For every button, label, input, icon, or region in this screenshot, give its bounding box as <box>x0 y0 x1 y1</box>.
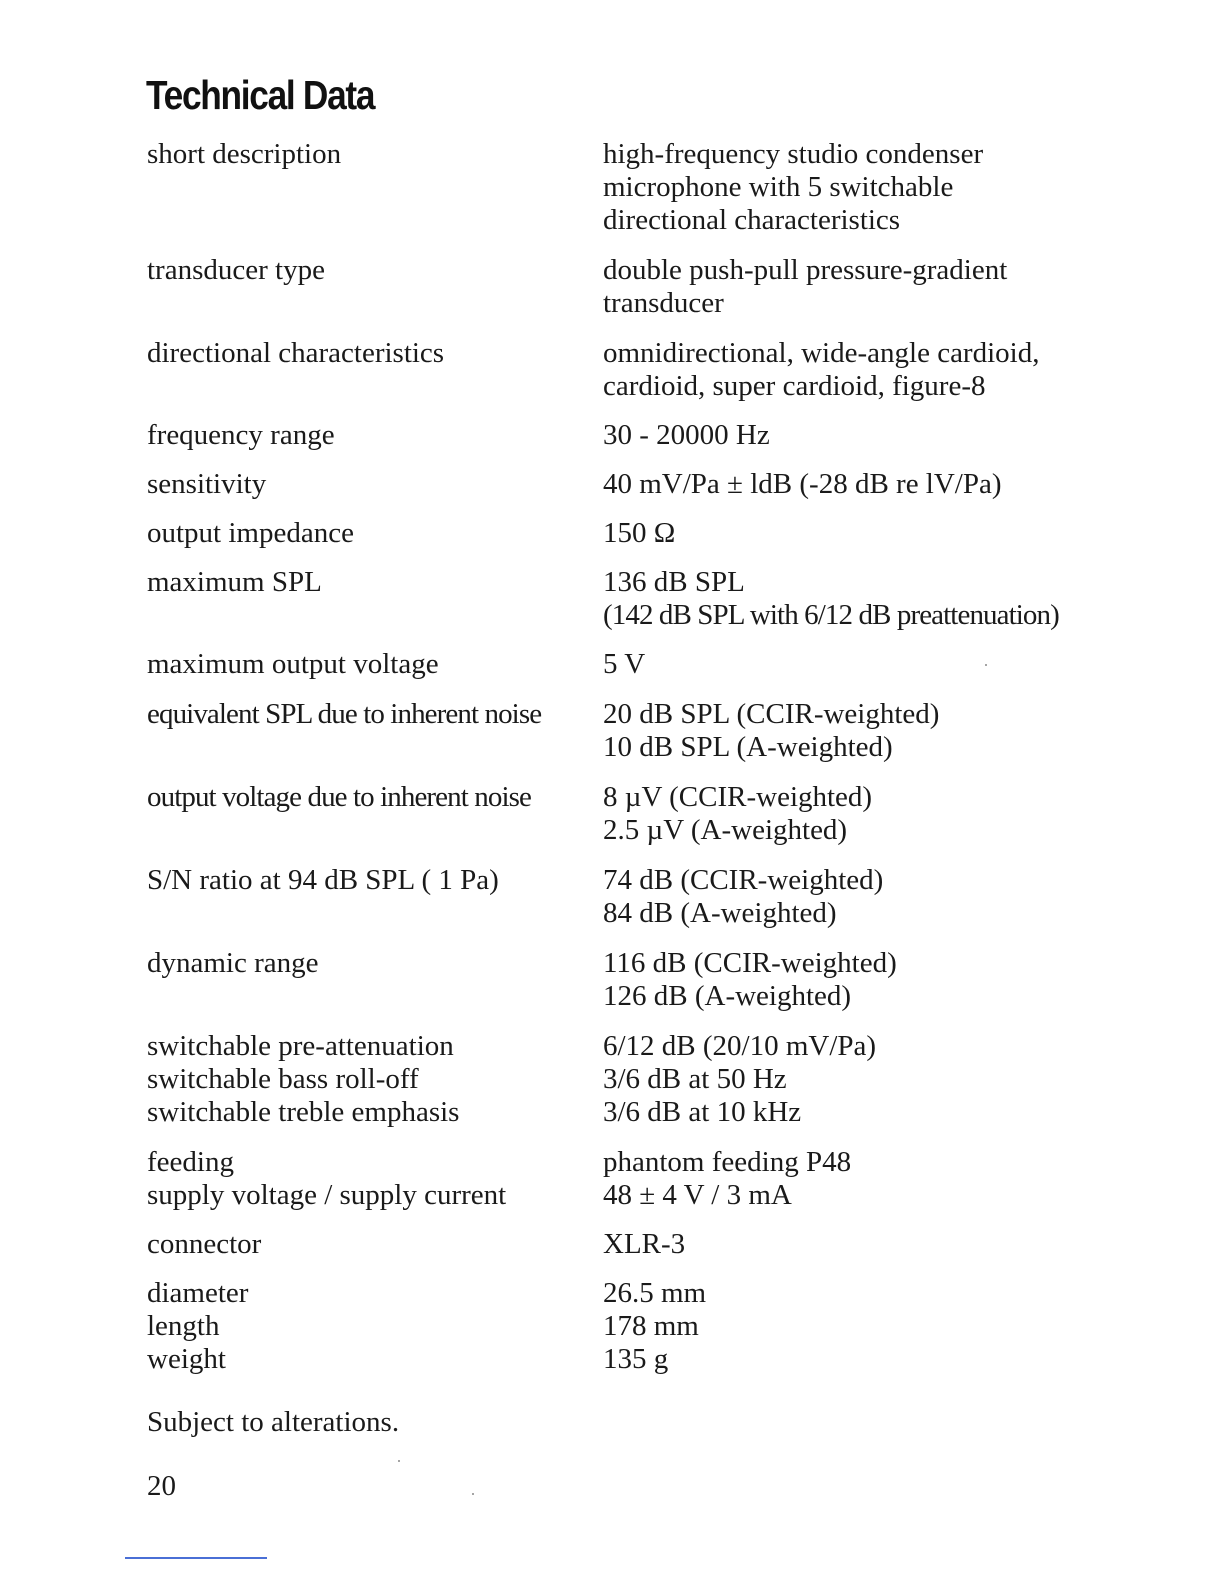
spec-row-output-impedance <box>147 517 1107 550</box>
spec-label-line: output impedance <box>147 517 354 549</box>
spec-value-line: 30 - 20000 Hz <box>603 419 770 451</box>
spec-value <box>603 468 1107 501</box>
spec-value <box>603 1030 1107 1129</box>
spec-row-dimensions <box>147 1277 1107 1376</box>
spec-value-line: 136 dB SPL <box>603 566 745 598</box>
spec-label <box>147 1030 603 1129</box>
spec-label-line: S/N ratio at 94 dB SPL ( 1 Pa) <box>147 864 499 896</box>
spec-label-line: connector <box>147 1228 262 1260</box>
spec-value-line: XLR-3 <box>603 1228 686 1260</box>
spec-label-line: feeding <box>147 1146 234 1178</box>
spec-value-line: 126 dB (A-weighted) <box>603 980 852 1012</box>
spec-value-line: double push-pull pressure-gradient <box>603 254 1008 286</box>
footnote: Subject to alterations. <box>147 1406 400 1438</box>
page-title: Technical Data <box>146 72 375 118</box>
spec-row-connector <box>147 1228 1107 1261</box>
spec-value-line: 26.5 mm <box>603 1277 707 1309</box>
spec-label-line: output voltage due to inherent noise <box>147 781 531 813</box>
spec-value-line: 8 µV (CCIR-weighted) <box>603 781 873 813</box>
spec-row-transducer-type <box>147 254 1107 320</box>
page-number: 20 <box>147 1470 176 1502</box>
spec-value-line: 84 dB (A-weighted) <box>603 897 837 929</box>
spec-value <box>603 566 1107 632</box>
spec-row-output-voltage-noise <box>147 781 1107 847</box>
scan-edge-mark <box>125 1557 267 1559</box>
spec-label <box>147 648 603 681</box>
spec-label <box>147 781 603 847</box>
scan-speck <box>472 1493 474 1495</box>
spec-label-line: length <box>147 1310 220 1342</box>
spec-label <box>147 1146 603 1212</box>
spec-value-line: high-frequency studio condenser <box>603 138 984 170</box>
spec-value <box>603 864 1107 930</box>
spec-label <box>147 947 603 1013</box>
spec-label-line: switchable pre-attenuation <box>147 1030 454 1062</box>
spec-label <box>147 698 603 764</box>
spec-row-sn-ratio <box>147 864 1107 930</box>
spec-row-dynamic-range <box>147 947 1107 1013</box>
spec-label-line: short description <box>147 138 342 170</box>
spec-value-line: phantom feeding P48 <box>603 1146 852 1178</box>
spec-label <box>147 419 603 452</box>
spec-label-line: weight <box>147 1343 226 1375</box>
spec-row-frequency-range <box>147 419 1107 452</box>
spec-value-line: 3/6 dB at 10 kHz <box>603 1096 802 1128</box>
spec-label-line: switchable bass roll-off <box>147 1063 419 1095</box>
spec-label-line: maximum output voltage <box>147 648 439 680</box>
spec-value-line: 48 ± 4 V / 3 mA <box>603 1179 792 1211</box>
scan-speck <box>985 664 987 666</box>
spec-value <box>603 1228 1107 1261</box>
spec-label-line: maximum SPL <box>147 566 322 598</box>
spec-value-line: 5 V <box>603 648 646 680</box>
spec-row-sensitivity <box>147 468 1107 501</box>
spec-label-line: sensitivity <box>147 468 267 500</box>
spec-value-line: microphone with 5 switchable <box>603 171 954 203</box>
spec-label <box>147 517 603 550</box>
spec-label <box>147 254 603 320</box>
spec-label-line: transducer type <box>147 254 325 286</box>
spec-label-line: frequency range <box>147 419 335 451</box>
spec-label <box>147 566 603 632</box>
spec-value <box>603 138 1107 237</box>
spec-label <box>147 468 603 501</box>
spec-value-line: (142 dB SPL with 6/12 dB preattenuation) <box>603 599 1059 631</box>
spec-label-line: supply voltage / supply current <box>147 1179 507 1211</box>
spec-value-line: 150 Ω <box>603 517 676 549</box>
spec-row-maximum-spl <box>147 566 1107 632</box>
spec-label-line: dynamic range <box>147 947 319 979</box>
spec-value-line: transducer <box>603 287 724 319</box>
spec-value <box>603 698 1107 764</box>
spec-value-line: 3/6 dB at 50 Hz <box>603 1063 787 1095</box>
spec-label <box>147 1228 603 1261</box>
spec-value <box>603 517 1107 550</box>
spec-value <box>603 254 1107 320</box>
spec-value-line: 6/12 dB (20/10 mV/Pa) <box>603 1030 877 1062</box>
spec-row-maximum-output-voltage <box>147 648 1107 681</box>
spec-value <box>603 781 1107 847</box>
spec-value <box>603 1277 1107 1376</box>
spec-value <box>603 648 1107 681</box>
spec-value-line: 2.5 µV (A-weighted) <box>603 814 848 846</box>
spec-label-line: switchable treble emphasis <box>147 1096 460 1128</box>
spec-value-line: cardioid, super cardioid, figure-8 <box>603 370 986 402</box>
spec-value <box>603 1146 1107 1212</box>
spec-value <box>603 337 1107 403</box>
spec-value-line: 178 mm <box>603 1310 699 1342</box>
spec-value-line: 74 dB (CCIR-weighted) <box>603 864 884 896</box>
spec-label <box>147 1277 603 1376</box>
spec-label-line: equivalent SPL due to inherent noise <box>147 698 542 730</box>
spec-label <box>147 864 603 930</box>
scan-speck <box>398 1460 400 1462</box>
spec-label-line: directional characteristics <box>147 337 445 369</box>
spec-value-line: 20 dB SPL (CCIR-weighted) <box>603 698 940 730</box>
spec-label-line: diameter <box>147 1277 249 1309</box>
spec-row-switches <box>147 1030 1107 1129</box>
spec-row-feeding <box>147 1146 1107 1212</box>
spec-value-line: omnidirectional, wide-angle cardioid, <box>603 337 1040 369</box>
spec-value <box>603 947 1107 1013</box>
spec-value-line: 40 mV/Pa ± ldB (-28 dB re lV/Pa) <box>603 468 1002 500</box>
spec-value <box>603 419 1107 452</box>
spec-value-line: 116 dB (CCIR-weighted) <box>603 947 897 979</box>
spec-row-short-description <box>147 138 1107 237</box>
spec-value-line: 135 g <box>603 1343 669 1375</box>
spec-label <box>147 337 603 403</box>
spec-label <box>147 138 603 237</box>
spec-value-line: directional characteristics <box>603 204 901 236</box>
spec-row-directional-characteristics <box>147 337 1107 403</box>
spec-row-equivalent-spl <box>147 698 1107 764</box>
spec-value-line: 10 dB SPL (A-weighted) <box>603 731 893 763</box>
technical-data-table <box>147 138 1107 1376</box>
